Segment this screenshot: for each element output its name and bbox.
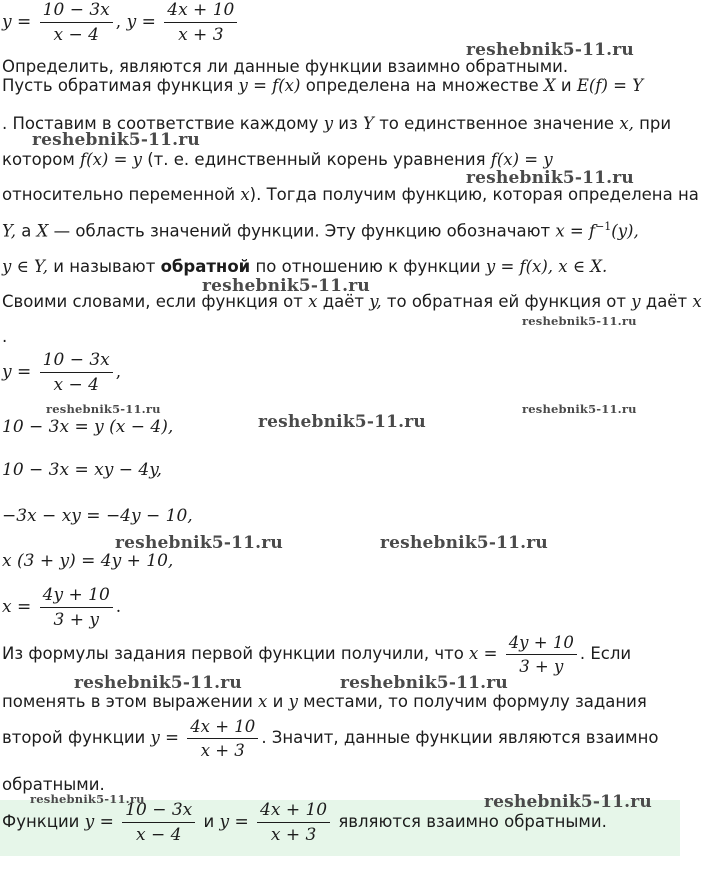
text: — область значений функции. Эту функцию обозначают xyxy=(53,221,551,241)
math: Y xyxy=(363,114,374,133)
math: f(x) = y xyxy=(490,150,553,169)
task-formulas xyxy=(2,0,240,45)
solution-step-5: x (3 + y) = 4y + 10, xyxy=(2,551,174,571)
math: x xyxy=(258,692,268,711)
fraction-numerator: 10 − 3x xyxy=(40,0,113,23)
math: y = xyxy=(84,812,114,832)
text: даёт xyxy=(645,292,688,311)
math: x = xyxy=(469,644,498,663)
text: а xyxy=(21,221,32,241)
math: y xyxy=(288,692,298,711)
text: поменять в этом выражении xyxy=(2,692,253,711)
task-question-text: Определить, являются ли данные функции взаимно обратными. xyxy=(2,57,569,76)
watermark: reshebnik5-11.ru xyxy=(466,40,634,60)
bold-term: обратной xyxy=(160,257,251,276)
math: y = xyxy=(2,362,32,382)
math: y xyxy=(323,114,334,133)
text: и xyxy=(203,812,215,831)
math: x xyxy=(308,292,318,311)
fraction xyxy=(122,800,195,845)
text: котором xyxy=(2,150,75,169)
text: местами, то получим формулу задания xyxy=(303,692,647,711)
text: , xyxy=(115,362,122,382)
text: Из формулы задания первой функции получили, что xyxy=(2,644,464,663)
text: и xyxy=(560,76,572,95)
fraction-denominator: x − 4 xyxy=(53,25,99,45)
watermark: reshebnik5-11.ru xyxy=(380,533,548,553)
fraction-denominator: x − 4 xyxy=(53,375,99,395)
text: из xyxy=(338,114,358,133)
watermark: reshebnik5-11.ru xyxy=(522,314,637,328)
fraction xyxy=(257,800,330,845)
solution-step-1 xyxy=(2,350,121,395)
math: y = f(x) xyxy=(238,76,301,95)
fraction-denominator: x + 3 xyxy=(270,825,317,845)
math: y = xyxy=(219,812,249,832)
solution-para-line-2 xyxy=(2,692,647,711)
watermark: reshebnik5-11.ru xyxy=(74,673,242,693)
fraction-denominator: 3 + y xyxy=(519,657,564,676)
task-y-eq: y = xyxy=(2,12,32,32)
text: второй функции xyxy=(2,728,146,747)
watermark: reshebnik5-11.ru xyxy=(466,168,634,188)
math: x = xyxy=(2,597,32,617)
text: ). Тогда получим функцию, которая определена на xyxy=(249,185,699,204)
solution-step-4: −3x − xy = −4y − 10, xyxy=(2,506,193,526)
text: даёт xyxy=(322,292,364,311)
math: y ∈ Y, xyxy=(2,257,49,276)
math: E(f) = Y xyxy=(576,76,644,95)
theory-line-8 xyxy=(2,327,7,346)
fraction-numerator: 4y + 10 xyxy=(506,633,577,655)
theory-line-5 xyxy=(2,220,639,241)
text: Пусть обратимая функция xyxy=(2,76,234,95)
math: y = xyxy=(150,728,179,747)
text: и xyxy=(272,692,284,711)
watermark: reshebnik5-11.ru xyxy=(202,276,370,296)
fraction xyxy=(506,633,577,676)
fraction-denominator: 3 + y xyxy=(53,610,99,630)
math: (y), xyxy=(611,221,639,241)
math: X xyxy=(543,76,556,95)
text: . xyxy=(2,327,8,346)
solution-para-line-1 xyxy=(2,633,631,676)
task-y-eq-2: y = xyxy=(126,12,156,32)
watermark: reshebnik5-11.ru xyxy=(32,130,200,150)
text: Функции xyxy=(2,812,80,831)
math: X xyxy=(36,221,49,241)
watermark: reshebnik5-11.ru xyxy=(115,533,283,553)
watermark: reshebnik5-11.ru xyxy=(522,402,637,416)
text: при xyxy=(639,114,672,133)
fraction-numerator: 4x + 10 xyxy=(164,0,237,23)
text: . xyxy=(115,597,122,617)
fraction-denominator: x + 3 xyxy=(178,25,224,45)
fraction-numerator: 10 − 3x xyxy=(40,350,113,373)
text: . Поставим в соответствие каждому xyxy=(2,114,319,133)
text: то единственное значение xyxy=(379,114,615,133)
text: и называют xyxy=(53,257,156,276)
fraction-denominator: x − 4 xyxy=(135,825,182,845)
task-comma: , xyxy=(115,12,122,32)
watermark: reshebnik5-11.ru xyxy=(30,792,145,806)
text: . Значит, данные функции являются взаимно xyxy=(261,728,659,747)
fraction xyxy=(187,717,258,760)
watermark: reshebnik5-11.ru xyxy=(258,412,426,432)
solution-step-6 xyxy=(2,585,121,630)
text: то обратная ей функция от xyxy=(386,292,626,311)
math: y, xyxy=(369,292,382,311)
math: x xyxy=(692,292,702,311)
fraction-numerator: 10 − 3x xyxy=(122,800,195,823)
math: x xyxy=(240,185,250,204)
watermark: reshebnik5-11.ru xyxy=(484,792,652,812)
text: . Если xyxy=(579,644,632,663)
math: y xyxy=(631,292,641,311)
text: относительно переменной xyxy=(2,185,236,204)
fraction xyxy=(40,585,113,630)
text: по отношению к функции xyxy=(255,257,481,276)
solution-step-3: 10 − 3x = xy − 4y, xyxy=(2,460,162,480)
math-superscript: −1 xyxy=(595,220,612,233)
fraction-denominator: x + 3 xyxy=(200,741,245,760)
math: y = f(x), x ∈ X. xyxy=(485,257,608,276)
text: являются взаимно обратными. xyxy=(338,812,607,831)
math: f(x) = y xyxy=(80,150,142,169)
watermark: reshebnik5-11.ru xyxy=(340,673,508,693)
fraction-numerator: 4y + 10 xyxy=(40,585,113,608)
solution-step-2: 10 − 3x = y (x − 4), xyxy=(2,417,174,437)
math: Y, xyxy=(2,221,17,241)
task-fraction-2 xyxy=(164,0,237,45)
solution-para-line-4: обратными. xyxy=(2,775,105,794)
fraction xyxy=(40,350,113,395)
task-fraction-1 xyxy=(40,0,113,45)
theory-line-3 xyxy=(2,150,553,169)
text: (т. е. единственный корень уравнения xyxy=(147,150,486,169)
text: Своими словами, если функция от xyxy=(2,292,303,311)
math: x = f xyxy=(555,221,596,241)
theory-line-6 xyxy=(2,257,607,276)
fraction-numerator: 4x + 10 xyxy=(257,800,330,823)
solution-para-line-3 xyxy=(2,717,658,760)
fraction-numerator: 4x + 10 xyxy=(187,717,258,739)
text: определена на множестве xyxy=(305,76,539,95)
theory-line-1 xyxy=(2,76,643,95)
watermark: reshebnik5-11.ru xyxy=(46,402,161,416)
math: x, xyxy=(619,114,634,133)
